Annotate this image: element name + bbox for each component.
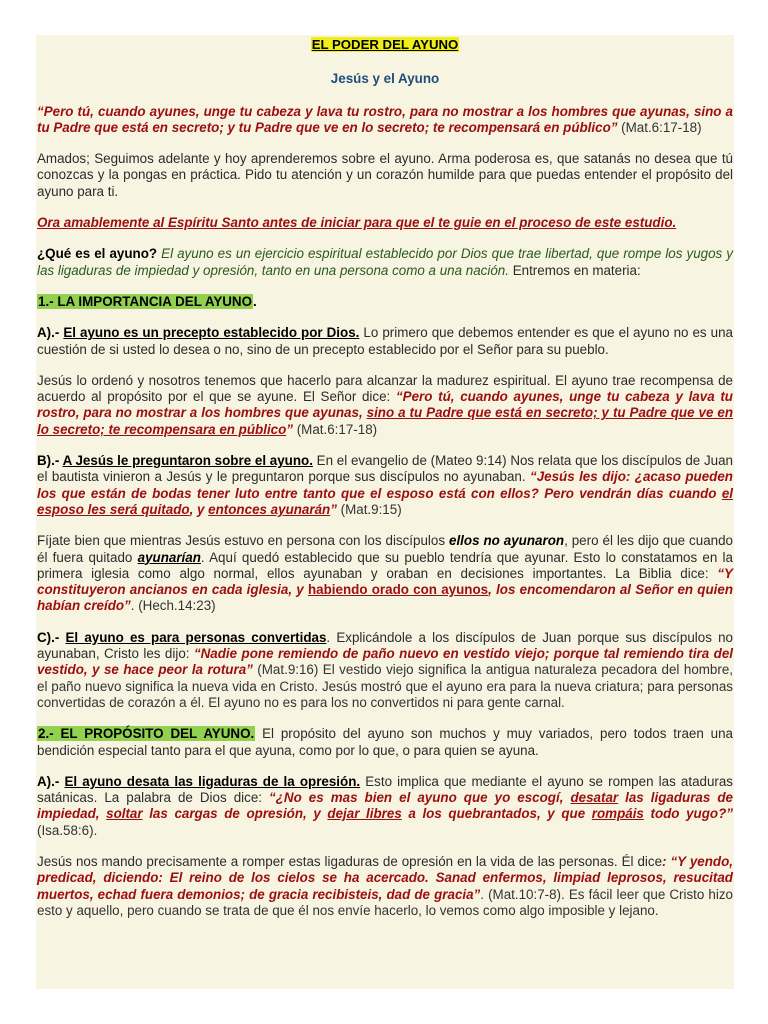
title-row — [37, 37, 733, 53]
point-d-quote-5: todo yugo?” — [643, 806, 733, 822]
intro-paragraph: Amados; Seguimos adelante y hoy aprenderemos sobre el ayuno. Arma poderosa es, que satanás no desea que tú conozcas y la pongas en práctica. Pido tu atención y un corazón humilde para que puedas entender el propósito del ayuno para ti. — [37, 151, 733, 199]
point-d-paragraph — [37, 774, 733, 839]
point-c-paragraph — [37, 630, 733, 711]
section-1-label: 1.- LA IMPORTANCIA DEL AYUNO — [38, 293, 253, 309]
point-a-prefix: A).- — [37, 325, 64, 341]
point-a-text: Lo primero que debemos entender es que el ayuno no es una cuestión de si usted lo desea o no, sino de un precepto establecido por el Señor para su pueblo. — [37, 325, 733, 357]
document-page — [36, 35, 734, 989]
point-b-reference: (Mat.9:15) — [336, 501, 402, 517]
section-1-heading — [37, 294, 733, 310]
point-d2-reference: . (Mat.10:7-8). Es fácil leer que Cristo hizo esto y aquello, pero cuando se trata de que él nos envíe hacerlo, lo vemos como algo imposible y lejano. — [37, 886, 733, 918]
point-b2-bold-1: ellos no ayunaron — [449, 533, 565, 549]
point-b2-text-2: , pero él les dijo que cuando él fuera quitado — [37, 533, 733, 565]
prayer-note-text: Ora amablemente al Espíritu Santo antes de iniciar para que el te guie en el proceso de este estudio. — [37, 215, 677, 231]
point-c-prefix: C).- — [37, 629, 66, 645]
point-d-heading: El ayuno desata las ligaduras de la opresión. — [64, 773, 361, 789]
point-d-underline-1: desatar — [570, 790, 619, 806]
point-a2-quote-2: sino a tu Padre que está en secreto; y tu Padre que ve en lo secreto; te recompensara en público — [37, 405, 734, 437]
point-a2-quote-1: “Pero tú, cuando ayunes, unge tu cabeza y lava tu rostro, para no mostrar a los hombres que ayunas, — [37, 389, 733, 421]
definition-text: El ayuno es un ejercicio espiritual establecido por Dios que trae libertad, que rompe los yugos y las ligaduras de impiedad y opresión, tanto en una persona como a una nación. — [37, 246, 733, 278]
point-b2-bold-2: ayunarían — [137, 549, 201, 565]
point-c-quote: “Nadie pone remiendo de paño nuevo en vestido viejo; porque tal remiendo tira del vestido, y se hace peor la rotura” — [37, 646, 733, 678]
point-b2-quote-1: “Y constituyeron ancianos en cada iglesia, y — [37, 565, 733, 598]
point-b-quote-5: ” — [330, 501, 337, 517]
point-d-quote-1: “¿No es mas bien el ayuno que yo escogí, — [269, 790, 571, 806]
point-b-prefix: B).- — [37, 453, 63, 469]
point-b-text: En el evangelio de (Mateo 9:14) Nos relata que los discípulos de Juan el bautista vinieron a Jesús y le preguntaron porque sus discípulos no ayunaban. — [37, 453, 733, 485]
point-b-continued — [37, 533, 733, 614]
opening-verse — [37, 104, 733, 137]
verse-reference: (Mat.6:17-18) — [617, 119, 702, 135]
point-b2-text-3: . Aquí quedó establecido que su pueblo tendría que ayunar. Esto lo constatamos en la primera iglesia como algo normal, ellos ayunaban y oraban en decisiones importantes. La Biblia dice: — [37, 549, 733, 581]
definition-paragraph — [37, 246, 733, 279]
point-d-text: Esto implica que mediante el ayuno se rompen las ataduras satánicas. La palabra de Dios dice: — [37, 773, 734, 806]
point-c-heading: El ayuno es para personas convertidas — [65, 629, 327, 645]
point-d-quote-4: a los quebrantados, y que — [401, 806, 592, 822]
point-d-prefix: A).- — [37, 773, 65, 789]
point-d-underline-4: rompáis — [591, 806, 644, 822]
point-d2-quote: : “Y yendo, predicad, diciendo: El reino de los cielos se ha acercado. Sanad enfermos, limpiad leprosos, resucitad muertos, echad fuera demonios; de gracia recibisteis, dad de gracia” — [37, 853, 733, 902]
point-a-continued — [37, 373, 733, 438]
document-title: EL PODER DEL AYUNO — [311, 37, 459, 52]
point-a2-reference: (Mat.6:17-18) — [293, 421, 378, 437]
prayer-note — [37, 215, 733, 231]
point-c-text: . Explicándole a los discípulos de Juan porque sus discípulos no ayunaban, Cristo les dijo: — [37, 629, 733, 662]
section-2-label: 2.- EL PROPÓSITO DEL AYUNO. — [38, 726, 255, 742]
point-b-quote-3: , y — [189, 501, 209, 517]
point-a-heading: El ayuno es un precepto establecido por Dios. — [63, 325, 360, 341]
section-2-paragraph — [37, 726, 733, 759]
verse-quote: “Pero tú, cuando ayunes, unge tu cabeza y lava tu rostro, para no mostrar a los hombres que ayunas, sino a tu Padre que está en secreto; y tu Padre que ve en lo secreto; te recompensará en público” — [37, 103, 733, 135]
definition-tail: Entremos en materia: — [508, 262, 641, 278]
point-b-quote-2: el esposo les será quitado — [37, 485, 733, 517]
point-b2-quote-2: habiendo orado con ayunos — [308, 582, 489, 598]
point-d-underline-2: soltar — [106, 806, 143, 822]
point-a2-quote-3: ” — [286, 421, 293, 437]
point-b-paragraph — [37, 453, 733, 518]
point-b-quote-4: entonces ayunarán — [208, 501, 331, 517]
point-b-heading: A Jesús le preguntaron sobre el ayuno. — [62, 453, 313, 469]
section-2-text: El propósito del ayuno son muchos y muy variados, pero todos traen una bendición especial tanto para el que ayuna, como por lo que, o para quien se ayuna. — [37, 726, 734, 758]
point-b-quote-1: “Jesús les dijo: ¿acaso pueden los que están de bodas tener luto entre tanto que el esposo está con ellos? Pero vendrán días cuando — [37, 469, 733, 501]
point-c-reference: (Mat.9:16) El vestido viejo significa la antigua naturaleza pecadora del hombre, el paño nuevo significa la nueva vida en Cristo. Jesús mostró que el ayuno era para la nueva criatura; para personas convertidas de corazón a él. El ayuno no es para los no convertidos ni para gente carnal. — [37, 662, 733, 710]
point-b2-text-1: Fíjate bien que mientras Jesús estuvo en persona con los discípulos — [37, 533, 449, 549]
point-d-continued — [37, 854, 733, 919]
point-d-underline-3: dejar libres — [327, 806, 402, 822]
definition-question: ¿Qué es el ayuno? — [37, 246, 158, 262]
point-d-quote-3: las cargas de opresión, y — [142, 806, 328, 822]
point-d-quote-2: las ligaduras de impiedad, — [37, 790, 733, 822]
point-b2-quote-3: , los encomendaron al Señor en quien habían creído” — [37, 582, 734, 614]
point-b2-reference: . (Hech.14:23) — [130, 598, 216, 614]
point-d-reference: (Isa.58:6). — [37, 822, 98, 838]
section-1-dot: . — [253, 293, 257, 309]
point-a2-text: Jesús lo ordenó y nosotros tenemos que hacerlo para alcanzar la madurez espiritual. El ayuno trae recompensa de acuerdo al propósito por el que se ayune. El Señor dice: — [37, 372, 733, 405]
point-d2-text: Jesús nos mando precisamente a romper estas ligaduras de opresión en la vida de las personas. Él dice — [37, 853, 663, 869]
document-subtitle: Jesús y el Ayuno — [330, 71, 440, 87]
point-a-paragraph — [37, 325, 733, 358]
